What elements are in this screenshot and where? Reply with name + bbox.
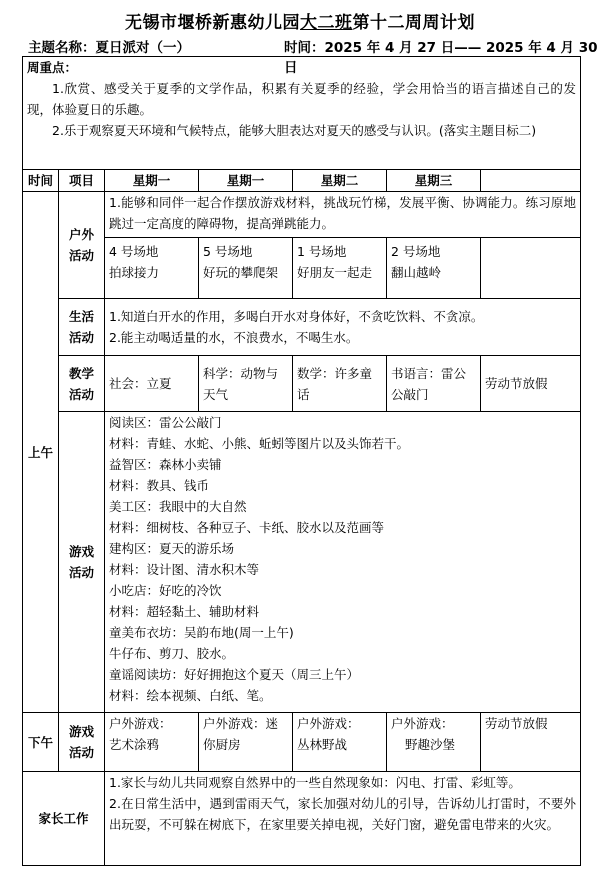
- afternoon-games-label-2: 活动: [68, 745, 94, 760]
- morning-label: 上午: [23, 192, 59, 713]
- games-label-2: 活动: [68, 565, 94, 580]
- col-day-4: 星期三: [387, 170, 481, 192]
- focus-item-2: 2.乐于观察夏天环境和气候特点，能够大胆表达对夏天的感受与认识。(落实主题目标二): [52, 123, 537, 138]
- teaching-day-2: 科学：动物与天气: [199, 356, 293, 412]
- games-line: 童美布衣坊：吴韵布地(周一上午): [109, 625, 294, 640]
- outdoor-day-1-place: 4 号场地: [109, 244, 159, 259]
- life-item-1: 1.知道白开水的作用，多喝白开水对身体好，不贪吃饮料、不贪凉。: [109, 309, 484, 324]
- outdoor-day-3-place: 1 号场地: [297, 244, 347, 259]
- afternoon-day-4-line-1: 户外游戏：: [391, 716, 454, 731]
- games-line: 材料：教具、钱币: [109, 478, 210, 493]
- life-label-1: 生活: [68, 309, 94, 324]
- outdoor-day-2-place: 5 号场地: [203, 244, 253, 259]
- teaching-label: [59, 356, 105, 412]
- afternoon-day-5-line-1: 劳动节放假: [485, 716, 548, 731]
- afternoon-row: [23, 713, 581, 772]
- life-label-2: 活动: [68, 330, 94, 345]
- focus-heading: 周重点：: [27, 60, 78, 75]
- life-row: [23, 299, 581, 356]
- teaching-day-3: 数学：许多童话: [293, 356, 387, 412]
- outdoor-day-3-game: 好朋友一起走: [297, 265, 373, 280]
- time-label: 时间：: [284, 40, 325, 56]
- games-line: 阅读区：雷公公敲门: [109, 415, 222, 430]
- header-row: [23, 170, 581, 192]
- col-day-3: 星期二: [293, 170, 387, 192]
- outdoor-day-2: [199, 238, 293, 299]
- games-line: 材料：青蛙、水蛇、小熊、蚯蚓等图片以及头饰若干。: [109, 436, 410, 451]
- afternoon-day-1: [105, 713, 199, 772]
- afternoon-day-1-line-1: 户外游戏：: [109, 716, 172, 731]
- theme-line: [28, 36, 190, 56]
- life-label: [59, 299, 105, 356]
- time-value: 2025 年 4 月 27 日—— 2025 年 4 月 30 日: [284, 40, 598, 76]
- outdoor-day-2-game: 好玩的攀爬架: [203, 265, 279, 280]
- outdoor-day-4-game: 翻山越岭: [391, 265, 442, 280]
- games-label-1: 游戏: [68, 544, 94, 559]
- title-week: 第十二周周计划: [352, 13, 475, 33]
- teaching-day-5: 劳动节放假: [481, 356, 581, 412]
- games-line: 材料：设计图、清水积木等: [109, 562, 260, 577]
- outdoor-label-1: 户外: [68, 227, 94, 242]
- weekly-plan-table: [22, 56, 581, 866]
- games-line: 童谣阅读坊：好好拥抱这个夏天（周三上午）: [109, 667, 360, 682]
- games-label: [59, 412, 105, 713]
- games-line: 小吃店：好吃的冷饮: [109, 583, 222, 598]
- afternoon-day-4: [387, 713, 481, 772]
- life-item-2: 2.能主动喝适量的水，不浪费水，不喝生水。: [109, 330, 359, 345]
- outdoor-day-4: [387, 238, 481, 299]
- col-item: 项目: [59, 170, 105, 192]
- col-day-1: 星期一: [105, 170, 199, 192]
- focus-cell: [23, 57, 581, 170]
- teaching-day-4: 书语言：雷公公敲门: [387, 356, 481, 412]
- games-line: 材料：绘本视频、白纸、笔。: [109, 688, 272, 703]
- afternoon-label: 下午: [23, 713, 59, 772]
- col-day-2: 星期一: [199, 170, 293, 192]
- outdoor-day-1: [105, 238, 199, 299]
- afternoon-day-3-line-2: 丛林野战: [297, 737, 348, 752]
- afternoon-day-5: [481, 713, 581, 772]
- theme-label: 主题名称：: [28, 40, 96, 56]
- teaching-row: [23, 356, 581, 412]
- teaching-day-1: 社会：立夏: [105, 356, 199, 412]
- outdoor-goal-row: [23, 192, 581, 238]
- games-content: [105, 412, 581, 713]
- parents-item-1: 1.家长与幼儿共同观察自然界中的一些自然现象如：闪电、打雷、彩虹等。: [109, 775, 521, 790]
- outdoor-label: [59, 192, 105, 299]
- afternoon-day-1-line-2: 艺术涂鸦: [109, 737, 160, 752]
- afternoon-day-2-line-2: 你厨房: [203, 737, 241, 752]
- outdoor-goal: 1.能够和同伴一起合作摆放游戏材料，挑战玩竹梯，发展平衡、协调能力。练习原地跳过一定高度的障碍物，提高弹跳能力。: [105, 192, 581, 238]
- outdoor-day-3: [293, 238, 387, 299]
- outdoor-label-2: 活动: [68, 248, 94, 263]
- games-line: 牛仔布、剪刀、胶水。: [109, 646, 235, 661]
- parents-content: [105, 772, 581, 866]
- focus-item-1: 1.欣赏、感受关于夏季的文学作品，积累有关夏季的经验，学会用恰当的语言描述自己的发现，体验夏日的乐趣。: [27, 81, 576, 117]
- games-line: 材料：细树枝、各种豆子、卡纸、胶水以及范画等: [109, 520, 385, 535]
- outdoor-day-1-game: 拍球接力: [109, 265, 160, 280]
- teaching-label-1: 教学: [68, 365, 94, 381]
- outdoor-day-5: [481, 238, 581, 299]
- games-line: 益智区：森林小卖铺: [109, 457, 222, 472]
- games-row: [23, 412, 581, 713]
- afternoon-day-3: [293, 713, 387, 772]
- afternoon-day-2: [199, 713, 293, 772]
- title-class: 大二班: [300, 13, 353, 33]
- afternoon-day-4-line-2: 野趣沙堡: [405, 737, 456, 752]
- teaching-label-2: 活动: [68, 386, 94, 402]
- games-line: 建构区：夏天的游乐场: [109, 541, 235, 556]
- life-content: [105, 299, 581, 356]
- focus-row: [23, 57, 581, 170]
- parents-label: 家长工作: [23, 772, 105, 866]
- games-line: 材料：超轻黏土、辅助材料: [109, 604, 260, 619]
- afternoon-day-3-line-1: 户外游戏：: [297, 716, 360, 731]
- games-line: 美工区：我眼中的大自然: [109, 499, 247, 514]
- parents-item-2: 2.在日常生活中，遇到雷雨天气，家长加强对幼儿的引导，告诉幼儿打雷时，不要外出玩耍，不可躲在树底下，在家里要关掉电视，关好门窗，避免雷电带来的火灾。: [109, 796, 576, 832]
- theme-value: 夏日派对（一）: [95, 40, 190, 56]
- afternoon-games-label: [59, 713, 105, 772]
- title-school: 无锡市堰桥新惠幼儿园: [125, 13, 300, 33]
- afternoon-day-2-line-1: 户外游戏：迷: [203, 716, 279, 731]
- page-title: [0, 8, 600, 33]
- outdoor-days-row: [23, 238, 581, 299]
- col-time: 时间: [23, 170, 59, 192]
- parents-row: [23, 772, 581, 866]
- outdoor-day-4-place: 2 号场地: [391, 244, 441, 259]
- col-day-5: [481, 170, 581, 192]
- afternoon-games-label-1: 游戏: [68, 724, 94, 739]
